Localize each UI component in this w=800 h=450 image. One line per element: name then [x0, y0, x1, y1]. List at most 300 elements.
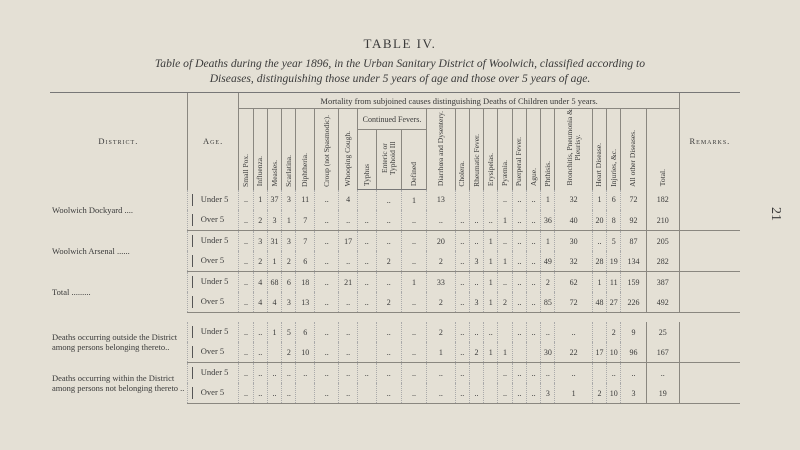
deaths-table	[50, 92, 740, 404]
data-cell: 1	[484, 342, 498, 363]
data-cell	[498, 322, 512, 342]
data-cell: ..	[646, 363, 679, 384]
brace-mark	[192, 276, 197, 288]
data-cell: ..	[376, 231, 401, 252]
data-cell: ..	[357, 251, 376, 272]
column-header	[267, 109, 281, 190]
district-header: District.	[50, 93, 187, 190]
data-cell: 1	[498, 251, 512, 272]
data-cell: 210	[646, 210, 679, 231]
data-cell	[455, 190, 469, 211]
data-cell: ..	[401, 231, 426, 252]
data-cell: ..	[427, 383, 456, 404]
data-cell	[592, 322, 606, 342]
data-cell: 1	[484, 272, 498, 293]
caption-line-1: Table of Deaths during the year 1896, in the Urban Sanitary District of Woolwich, classified according to	[154, 57, 646, 70]
data-cell	[357, 322, 376, 342]
data-cell: 27	[607, 292, 621, 313]
column-header-label: All other Diseases.	[628, 129, 638, 187]
data-cell	[484, 190, 498, 211]
brace-mark	[192, 387, 197, 399]
age-label: Over 5	[200, 213, 225, 224]
data-cell: ..	[455, 272, 469, 293]
age-cell	[187, 251, 239, 272]
data-cell: 1	[484, 292, 498, 313]
column-header-label: Typhus	[361, 164, 371, 186]
data-cell: 68	[267, 272, 281, 293]
data-cell: ..	[512, 190, 526, 211]
data-cell: ..	[498, 272, 512, 293]
data-cell: ..	[469, 210, 483, 231]
age-label: Over 5	[200, 295, 225, 306]
remarks-cell	[679, 251, 740, 272]
data-cell: 10	[296, 342, 315, 363]
data-cell: ..	[427, 363, 456, 384]
data-cell: ..	[455, 363, 469, 384]
data-cell: 13	[427, 190, 456, 211]
data-cell: ..	[512, 251, 526, 272]
table-row	[50, 322, 740, 342]
data-cell: ..	[357, 292, 376, 313]
data-cell	[357, 190, 376, 211]
data-cell: ..	[315, 322, 339, 342]
column-header-label: Defined	[408, 161, 418, 186]
data-cell	[357, 383, 376, 404]
data-cell: ..	[267, 383, 281, 404]
data-cell: 2	[427, 251, 456, 272]
data-cell: 1	[498, 342, 512, 363]
data-cell: 9	[621, 322, 646, 342]
column-header	[239, 109, 253, 190]
age-label: Under 5	[200, 193, 229, 204]
age-label: Over 5	[200, 386, 225, 397]
data-cell: 1	[401, 272, 426, 293]
column-header	[621, 109, 646, 190]
data-cell: ..	[339, 342, 358, 363]
data-cell: 8	[607, 210, 621, 231]
age-label: Under 5	[200, 234, 229, 245]
column-header	[541, 109, 555, 190]
brace-mark	[192, 367, 197, 379]
column-header-label: Diphtheria.	[300, 152, 310, 187]
data-cell: 11	[296, 190, 315, 211]
column-header-label: Erysipelas.	[485, 153, 495, 187]
data-cell: 1	[401, 190, 426, 211]
data-cell: ..	[339, 363, 358, 384]
data-cell: 1	[282, 210, 296, 231]
data-cell: ..	[339, 292, 358, 313]
district-cell: Woolwich Arsenal ......	[52, 246, 130, 256]
data-cell: ..	[376, 190, 401, 211]
data-cell: ..	[512, 322, 526, 342]
remarks-header: Remarks.	[679, 93, 740, 190]
column-header-label: Croup (not Spasmodic).	[321, 114, 331, 187]
data-cell: ..	[555, 363, 592, 384]
data-cell: 492	[646, 292, 679, 313]
data-cell: ..	[512, 231, 526, 252]
data-cell: 1	[267, 251, 281, 272]
data-cell: 33	[427, 272, 456, 293]
age-cell	[187, 322, 239, 342]
data-cell: ..	[315, 383, 339, 404]
data-cell: ..	[484, 322, 498, 342]
data-cell: 5	[607, 231, 621, 252]
data-cell: ..	[357, 272, 376, 293]
data-cell: 18	[296, 272, 315, 293]
data-cell: 30	[541, 342, 555, 363]
data-cell: ..	[455, 342, 469, 363]
data-cell: ..	[315, 231, 339, 252]
data-cell: ..	[239, 231, 253, 252]
data-cell: 7	[296, 231, 315, 252]
data-cell: 25	[646, 322, 679, 342]
continued-fevers-header: Continued Fevers.	[357, 109, 426, 130]
data-cell: ..	[621, 363, 646, 384]
data-cell: ..	[239, 210, 253, 231]
age-label: Under 5	[200, 275, 229, 286]
data-cell: ..	[376, 383, 401, 404]
data-cell: 1	[427, 342, 456, 363]
district-cell: Total .........	[52, 287, 91, 297]
remarks-cell	[679, 231, 740, 252]
data-cell: ..	[376, 272, 401, 293]
brace-mark	[192, 326, 197, 338]
column-header-label: Diarrhœa and Dysentery.	[435, 111, 445, 187]
data-cell: ..	[376, 322, 401, 342]
data-cell: ..	[498, 363, 512, 384]
data-cell: ..	[239, 383, 253, 404]
age-label: Over 5	[200, 345, 225, 356]
data-cell: ..	[401, 322, 426, 342]
data-cell: ..	[427, 210, 456, 231]
data-cell: 48	[592, 292, 606, 313]
column-header	[469, 109, 483, 190]
data-cell: 282	[646, 251, 679, 272]
data-cell	[357, 342, 376, 363]
column-header	[376, 130, 401, 190]
data-cell: 3	[469, 251, 483, 272]
column-header-label: Measles.	[269, 160, 279, 187]
data-cell: 6	[607, 190, 621, 211]
column-header-label: Total.	[657, 169, 667, 187]
data-cell: ..	[526, 363, 540, 384]
data-cell: ..	[512, 272, 526, 293]
table-title: TABLE IV.	[363, 36, 437, 51]
column-header-label: Ague.	[528, 168, 538, 187]
data-cell: 92	[621, 210, 646, 231]
data-cell: ..	[239, 342, 253, 363]
data-cell: ..	[253, 383, 267, 404]
data-cell: 22	[555, 342, 592, 363]
brace-mark	[192, 194, 197, 206]
data-cell: 3	[621, 383, 646, 404]
brace-mark	[192, 255, 197, 267]
data-cell	[296, 383, 315, 404]
data-cell: ..	[357, 231, 376, 252]
data-cell: ..	[339, 322, 358, 342]
data-cell: 2	[282, 251, 296, 272]
data-cell: ..	[455, 251, 469, 272]
data-cell: ..	[357, 210, 376, 231]
data-cell: 5	[282, 322, 296, 342]
column-header	[455, 109, 469, 190]
data-cell: 3	[541, 383, 555, 404]
data-cell: ..	[526, 272, 540, 293]
data-cell: ..	[607, 363, 621, 384]
data-cell: 182	[646, 190, 679, 211]
column-header	[282, 109, 296, 190]
data-cell: 387	[646, 272, 679, 293]
column-header	[427, 109, 456, 190]
caption-line-2: Diseases, distinguishing those under 5 years of age and those over 5 years of age.	[209, 72, 591, 85]
data-cell: ..	[267, 363, 281, 384]
data-cell: ..	[469, 231, 483, 252]
age-cell	[187, 342, 239, 363]
remarks-cell	[679, 383, 740, 404]
data-cell: 6	[296, 322, 315, 342]
data-cell: ..	[253, 363, 267, 384]
data-cell: ..	[526, 231, 540, 252]
table-caption	[60, 56, 740, 86]
column-header-label: Influenza.	[255, 156, 265, 187]
data-cell: 1	[592, 272, 606, 293]
data-cell: ..	[526, 383, 540, 404]
data-cell	[484, 383, 498, 404]
page-number: 21	[768, 207, 783, 221]
data-cell: ..	[401, 363, 426, 384]
age-cell	[187, 292, 239, 313]
data-cell: 226	[621, 292, 646, 313]
remarks-cell	[679, 190, 740, 211]
data-cell: 1	[484, 231, 498, 252]
table-row	[50, 231, 740, 252]
column-header	[357, 130, 376, 190]
data-cell: 1	[541, 190, 555, 211]
column-header	[401, 130, 426, 190]
remarks-cell	[679, 342, 740, 363]
data-cell: ..	[339, 210, 358, 231]
data-cell: ..	[455, 383, 469, 404]
data-cell: 6	[282, 272, 296, 293]
data-cell: 49	[541, 251, 555, 272]
data-cell: 4	[253, 272, 267, 293]
data-cell	[469, 190, 483, 211]
data-cell: 1	[541, 231, 555, 252]
data-cell: ..	[455, 292, 469, 313]
data-cell	[267, 342, 281, 363]
column-header	[555, 109, 592, 190]
data-cell: ..	[239, 322, 253, 342]
column-header-label: Scarlatina.	[283, 154, 293, 187]
data-cell: 17	[592, 342, 606, 363]
data-cell: ..	[469, 383, 483, 404]
data-cell: 1	[555, 383, 592, 404]
data-cell: ..	[296, 363, 315, 384]
data-cell: 205	[646, 231, 679, 252]
data-cell: 159	[621, 272, 646, 293]
data-cell: ..	[401, 251, 426, 272]
remarks-cell	[679, 322, 740, 342]
data-cell: 30	[555, 231, 592, 252]
data-cell: ..	[455, 231, 469, 252]
data-cell: 2	[253, 251, 267, 272]
data-cell: 17	[339, 231, 358, 252]
age-label: Under 5	[200, 325, 229, 336]
data-cell: ..	[469, 322, 483, 342]
data-cell: ..	[526, 322, 540, 342]
data-cell: ..	[484, 210, 498, 231]
column-header-label: Whooping Cough.	[343, 131, 353, 187]
data-cell	[512, 342, 526, 363]
data-cell: 134	[621, 251, 646, 272]
age-cell	[187, 383, 239, 404]
data-cell: 3	[253, 231, 267, 252]
data-cell: ..	[339, 383, 358, 404]
column-header-label: Bronchitis, Pneumonia & Pleurisy.	[564, 109, 582, 186]
district-cell: Woolwich Dockyard ....	[52, 205, 133, 215]
data-cell: 2	[592, 383, 606, 404]
column-header-label: Small Pox.	[241, 153, 251, 187]
data-cell: ..	[239, 190, 253, 211]
column-header	[646, 109, 679, 190]
data-cell: 1	[253, 190, 267, 211]
age-cell	[187, 190, 239, 211]
data-cell: 1	[498, 210, 512, 231]
column-header-label: Cholera.	[457, 160, 467, 187]
remarks-cell	[679, 363, 740, 384]
data-cell: ..	[315, 363, 339, 384]
column-header	[296, 109, 315, 190]
data-cell: ..	[541, 363, 555, 384]
data-cell: 6	[296, 251, 315, 272]
data-cell: ..	[526, 210, 540, 231]
table-row	[50, 363, 740, 384]
column-header	[315, 109, 339, 190]
data-cell: ..	[376, 210, 401, 231]
district-cell: Deaths occurring outside the District among persons belonging thereto..	[52, 332, 178, 353]
data-cell: ..	[253, 342, 267, 363]
data-cell: 13	[296, 292, 315, 313]
data-cell: ..	[239, 272, 253, 293]
data-cell	[592, 363, 606, 384]
data-cell: ..	[315, 251, 339, 272]
remarks-cell	[679, 210, 740, 231]
data-cell: 10	[607, 342, 621, 363]
data-cell: 10	[607, 383, 621, 404]
data-cell: 4	[253, 292, 267, 313]
data-cell: ..	[282, 363, 296, 384]
data-cell: 2	[427, 292, 456, 313]
data-cell: ..	[315, 342, 339, 363]
data-cell: 2	[498, 292, 512, 313]
data-cell: 96	[621, 342, 646, 363]
data-cell: ..	[239, 251, 253, 272]
data-cell: 2	[376, 251, 401, 272]
brace-mark	[192, 235, 197, 247]
data-cell: ..	[455, 210, 469, 231]
data-cell: 19	[607, 251, 621, 272]
age-cell	[187, 363, 239, 384]
brace-mark	[192, 214, 197, 226]
data-cell: 2	[469, 342, 483, 363]
data-cell	[526, 342, 540, 363]
data-cell: ..	[315, 292, 339, 313]
data-cell: ..	[526, 190, 540, 211]
column-header-label: Injuries, &c.	[608, 148, 618, 187]
column-header	[607, 109, 621, 190]
data-cell: ..	[592, 231, 606, 252]
district-cell: Deaths occurring within the District among persons not belonging thereto ..	[52, 373, 185, 393]
data-cell: 2	[427, 322, 456, 342]
data-cell: 20	[427, 231, 456, 252]
data-cell: ..	[376, 363, 401, 384]
age-label: Under 5	[200, 366, 229, 377]
data-cell: 3	[282, 231, 296, 252]
brace-mark	[192, 296, 197, 308]
data-cell: 4	[267, 292, 281, 313]
data-cell: ..	[512, 210, 526, 231]
table-row	[50, 190, 740, 211]
column-header-label: Phthisis.	[542, 160, 552, 187]
data-cell: 85	[541, 292, 555, 313]
data-cell: ..	[455, 322, 469, 342]
data-cell: ..	[512, 292, 526, 313]
data-cell: 2	[376, 292, 401, 313]
data-cell: 7	[296, 210, 315, 231]
data-cell: ..	[315, 210, 339, 231]
data-cell: ..	[512, 363, 526, 384]
data-cell: 11	[607, 272, 621, 293]
data-cell: 1	[484, 251, 498, 272]
data-cell: ..	[526, 292, 540, 313]
data-cell: 2	[607, 322, 621, 342]
column-header-label: Puerperal Fever.	[514, 137, 524, 187]
age-cell	[187, 231, 239, 252]
data-cell: 40	[555, 210, 592, 231]
mortality-header: Mortality from subjoined causes distinguishing Deaths of Children under 5 years.	[239, 93, 679, 109]
column-header	[512, 109, 526, 190]
data-cell: ..	[315, 190, 339, 211]
data-cell: 20	[592, 210, 606, 231]
column-header	[498, 109, 512, 190]
data-cell: 72	[621, 190, 646, 211]
age-cell	[187, 210, 239, 231]
age-cell	[187, 272, 239, 293]
data-cell: 87	[621, 231, 646, 252]
column-header-label: Rheumatic Fever.	[471, 133, 481, 187]
data-cell: ..	[239, 292, 253, 313]
data-cell: ..	[498, 231, 512, 252]
data-cell: 4	[339, 190, 358, 211]
brace-mark	[192, 346, 197, 358]
data-cell: 3	[282, 292, 296, 313]
data-cell: ..	[401, 342, 426, 363]
data-cell	[469, 363, 483, 384]
data-cell: 2	[541, 272, 555, 293]
data-cell: ..	[339, 251, 358, 272]
data-cell: ..	[357, 363, 376, 384]
data-cell: 21	[339, 272, 358, 293]
data-cell: 2	[282, 342, 296, 363]
data-cell: ..	[512, 383, 526, 404]
column-header	[526, 109, 540, 190]
data-cell: ..	[376, 342, 401, 363]
data-cell: 1	[592, 190, 606, 211]
data-cell: ..	[541, 322, 555, 342]
data-cell: 3	[267, 210, 281, 231]
data-cell: 31	[267, 231, 281, 252]
data-cell: 1	[267, 322, 281, 342]
